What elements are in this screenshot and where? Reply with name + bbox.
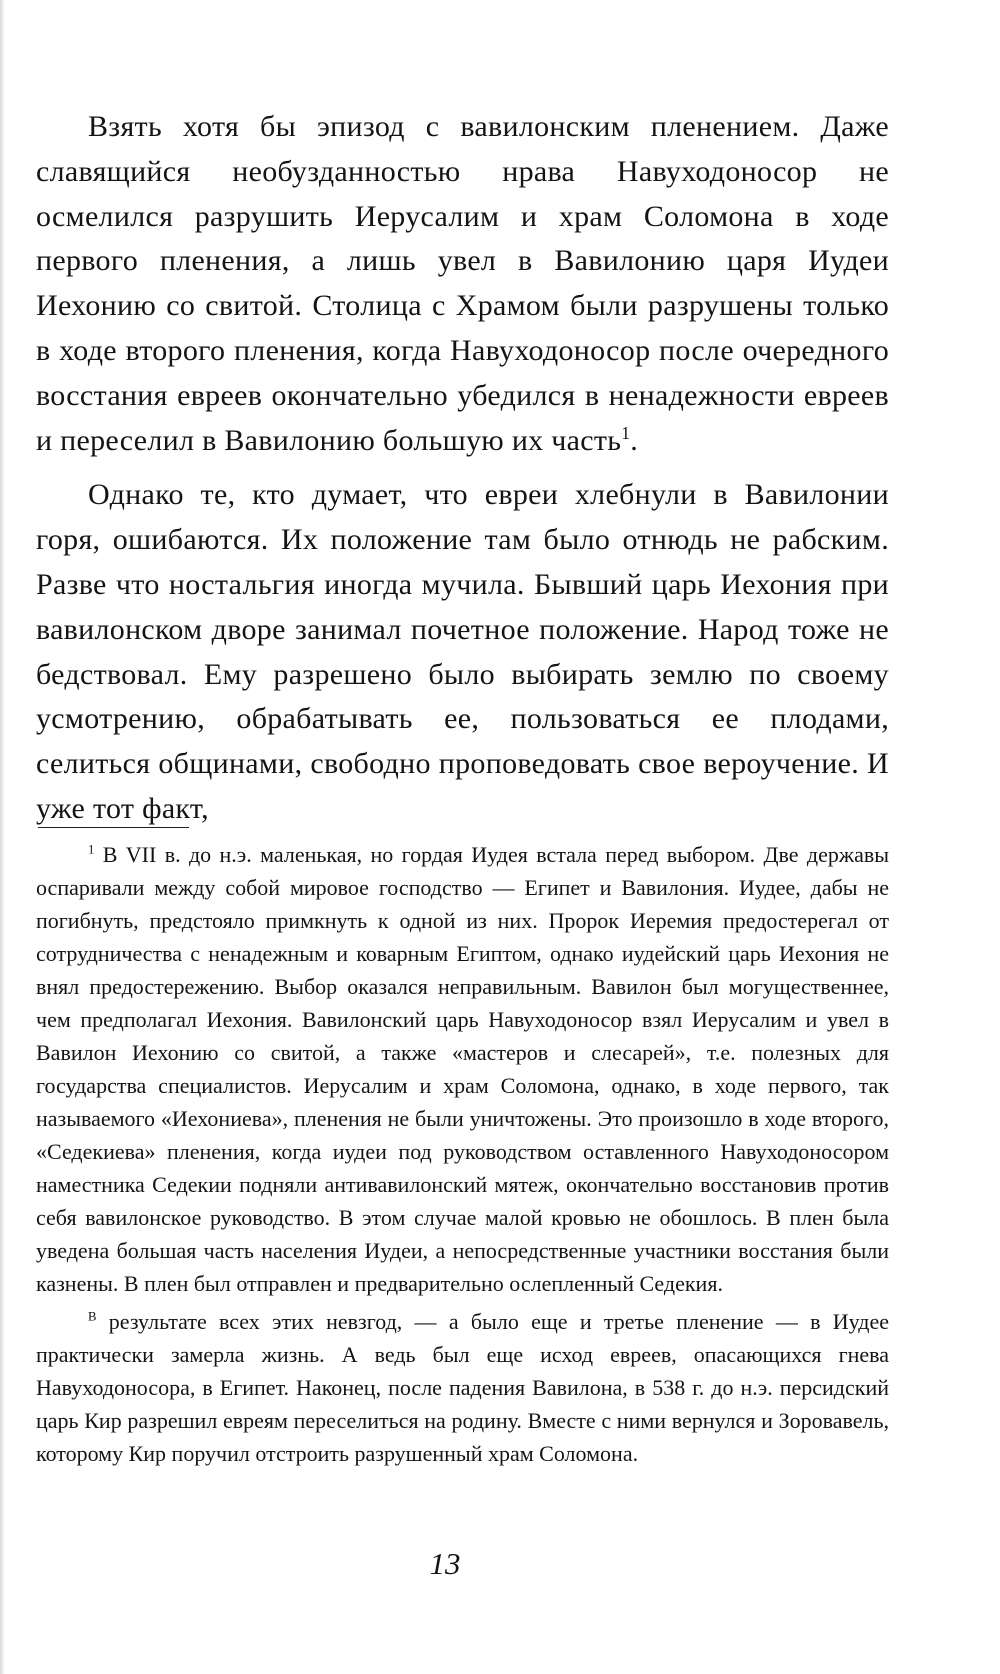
main-paragraph-1-text: Взять хотя бы эпизод с вавилонским пленением. Даже славящийся необузданностью нрава Навуходоносор не осмелился разрушить Иерусалим и храм Соломона в ходе первого пленения, а лишь увел в Вавилонию царя Иудеи Иехонию со свитой. Столица с Храмом были разрушены только в ходе второго пленения, когда Навуходоносор после очередного восстания евреев окончательно убедился в ненадежности евреев и переселил в Вавилонию большую их часть — [36, 110, 889, 457]
footnote-1 — [36, 838, 889, 1300]
main-paragraph-1-end: . — [630, 423, 639, 457]
page-number: 13 — [429, 1546, 461, 1581]
footnote-ref-1: 1 — [621, 422, 631, 443]
main-paragraph-1 — [36, 105, 889, 463]
footnote-1-marker: 1 — [88, 842, 95, 857]
footnote-continuation-marker: В — [88, 1309, 97, 1324]
footnote-1-text: В VII в. до н.э. маленькая, но гордая Иудея встала перед выбором. Две державы оспаривали между собой мировое господство — Египет и Вавилония. Иудее, дабы не погибнуть, предстояло примкнуть к одной из них. Пророк Иеремия предостерегал от сотрудничества с ненадежным и коварным Египтом, однако иудейский царь Иехония не внял предостережению. Выбор оказался неправильным. Вавилон был могущественнее, чем предполагал Иехония. Вавилонский царь Навуходоносор взял Иерусалим и увел в Вавилон Иехонию со свитой, а также «мастеров и слесарей», т.е. полезных для государства специалистов. Иерусалим и храм Соломона, однако, в ходе первого, так называемого «Иехониева», пленения не были уничтожены. Это произошло в ходе второго, «Седекиева» пленения, когда иудеи под руководством оставленного Навуходоносором наместника Седекии подняли антивавилонский мятеж, окончательно восстановив против себя вавилонское руководство. В этом случае малой кровью не обошлось. В плен была уведена большая часть населения Иудеи, а непосредственные участники восстания были казнены. В плен был отправлен и предварительно ослепленный Седекия. — [36, 842, 889, 1296]
footnote-continuation-text: результате всех этих невзгод, — а было еще и третье пленение — в Иудее практически замерла жизнь. А ведь был еще исход евреев, опасающихся гнева Навуходоносора, в Египет. Наконец, после падения Вавилона, в 538 г. до н.э. персидский царь Кир разрешил евреям переселиться на родину. Вместе с ними вернулся и Зоровавель, которому Кир поручил отстроить разрушенный храм Соломона. — [36, 1309, 889, 1466]
footnote-separator — [38, 827, 189, 828]
page-edge-shadow — [0, 0, 5, 1674]
main-paragraph-2: Однако те, кто думает, что евреи хлебнули в Вавилонии горя, ошибаются. Их положение там было отнюдь не рабским. Разве что ностальгия иногда мучила. Бывший царь Иехония при вавилонском дворе занимал почетное положение. Народ тоже не бедствовал. Ему разрешено было выбирать землю по своему усмотрению, обрабатывать ее, пользоваться ее плодами, селиться общинами, свободно проповедовать свое вероучение. И уже тот факт, — [36, 478, 889, 825]
footnote-continuation — [36, 1305, 889, 1470]
main-text-block — [36, 105, 889, 842]
footnotes-block — [36, 838, 889, 1475]
